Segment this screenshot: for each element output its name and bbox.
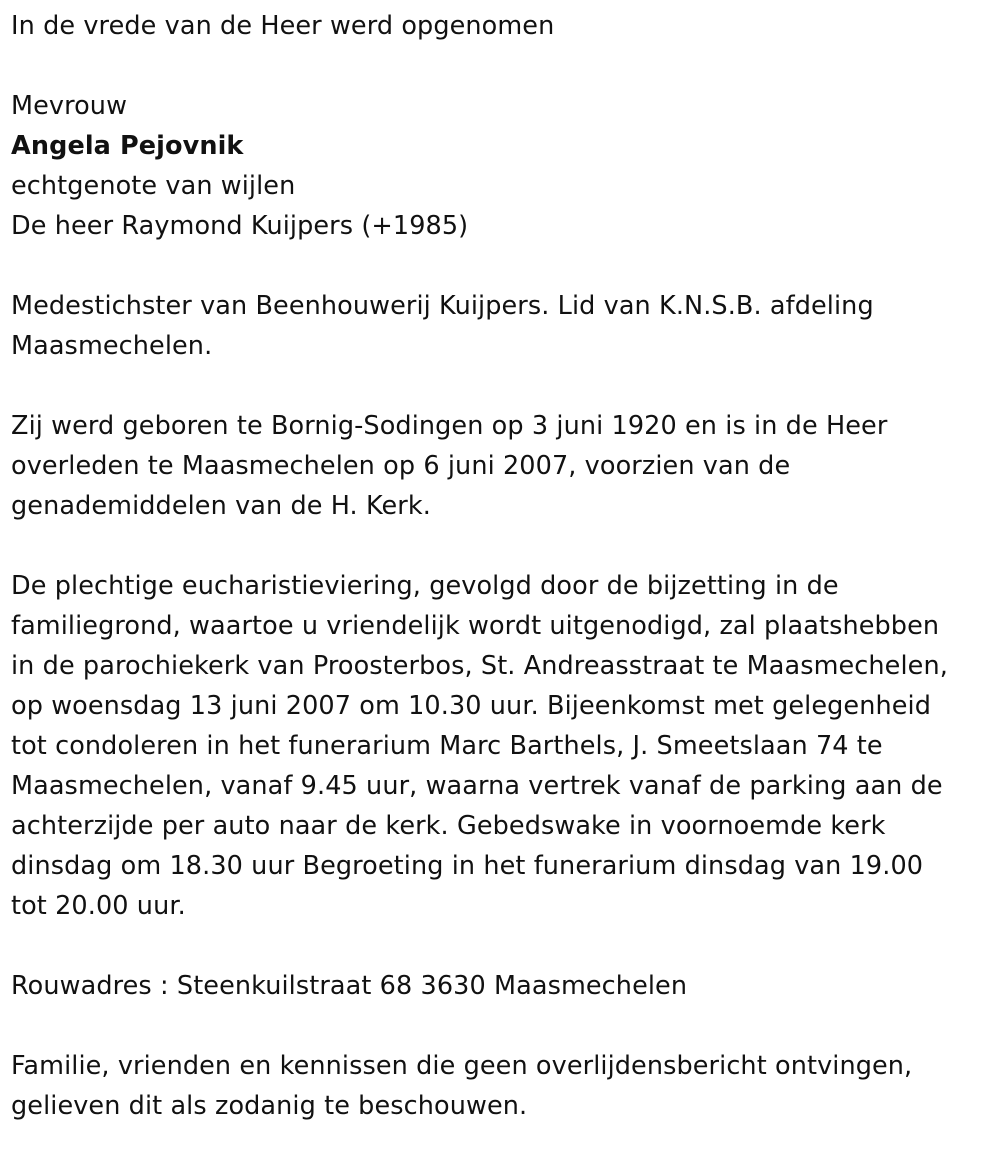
ceremony-paragraph bbox=[11, 566, 991, 926]
paragraph-line: Maasmechelen. bbox=[11, 331, 213, 361]
paragraph-line: tot condoleren in het funerarium Marc Barthels, J. Smeetslaan 74 te bbox=[11, 731, 883, 761]
spacer bbox=[11, 46, 991, 86]
intro-line: In de vrede van de Heer werd opgenomen bbox=[11, 11, 555, 41]
paragraph-line: Medestichster van Beenhouwerij Kuijpers. Lid van K.N.S.B. afdeling bbox=[11, 291, 874, 321]
paragraph-line: Zij werd geboren te Bornig-Sodingen op 3 juni 1920 en is in de Heer bbox=[11, 411, 888, 441]
birth-death-paragraph bbox=[11, 406, 991, 526]
spacer bbox=[11, 1006, 991, 1046]
paragraph-line: Familie, vrienden en kennissen die geen overlijdensbericht ontvingen, bbox=[11, 1051, 913, 1081]
salutation: Mevrouw bbox=[11, 91, 128, 121]
paragraph-line: dinsdag om 18.30 uur Begroeting in het funerarium dinsdag van 19.00 bbox=[11, 851, 924, 881]
obituary-document bbox=[11, 6, 991, 1126]
paragraph-line: Maasmechelen, vanaf 9.45 uur, waarna vertrek vanaf de parking aan de bbox=[11, 771, 943, 801]
paragraph-line: familiegrond, waartoe u vriendelijk wordt uitgenodigd, zal plaatshebben bbox=[11, 611, 940, 641]
affiliation-paragraph bbox=[11, 286, 991, 366]
paragraph-line: De plechtige eucharistieviering, gevolgd door de bijzetting in de bbox=[11, 571, 839, 601]
deceased-name: Angela Pejovnik bbox=[11, 131, 244, 161]
paragraph-line: achterzijde per auto naar de kerk. Gebedswake in voornoemde kerk bbox=[11, 811, 886, 841]
paragraph-line: in de parochiekerk van Proosterbos, St. Andreasstraat te Maasmechelen, bbox=[11, 651, 948, 681]
spacer bbox=[11, 526, 991, 566]
paragraph-line: op woensdag 13 juni 2007 om 10.30 uur. Bijeenkomst met gelegenheid bbox=[11, 691, 932, 721]
spacer bbox=[11, 926, 991, 966]
paragraph-line: genademiddelen van de H. Kerk. bbox=[11, 491, 431, 521]
paragraph-line: tot 20.00 uur. bbox=[11, 891, 186, 921]
spouse-line: De heer Raymond Kuijpers (+1985) bbox=[11, 211, 469, 241]
relation-line: echtgenote van wijlen bbox=[11, 171, 296, 201]
mourning-address: Rouwadres : Steenkuilstraat 68 3630 Maasmechelen bbox=[11, 971, 688, 1001]
notice-paragraph bbox=[11, 1046, 991, 1126]
paragraph-line: gelieven dit als zodanig te beschouwen. bbox=[11, 1091, 528, 1121]
spacer bbox=[11, 366, 991, 406]
spacer bbox=[11, 246, 991, 286]
paragraph-line: overleden te Maasmechelen op 6 juni 2007, voorzien van de bbox=[11, 451, 791, 481]
